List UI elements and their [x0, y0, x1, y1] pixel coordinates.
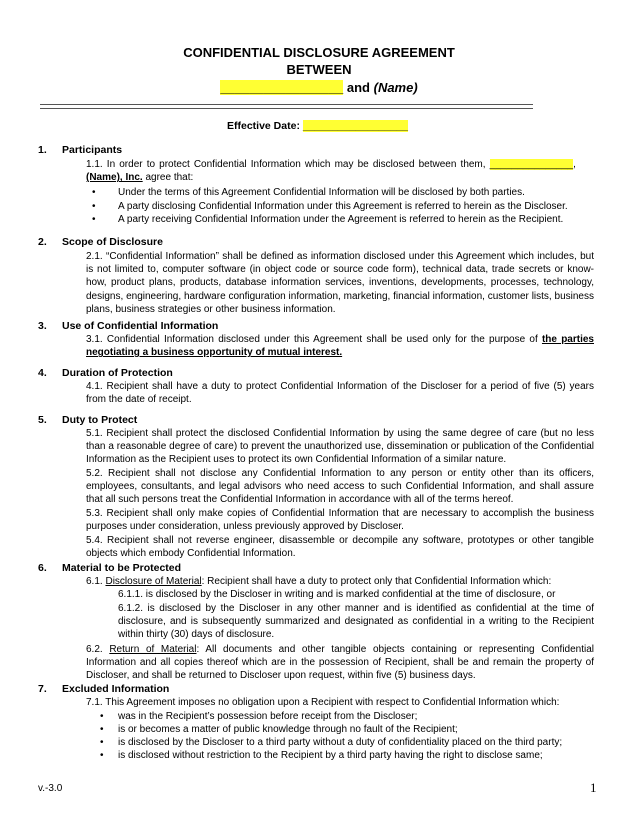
- bullet-icon: •: [100, 737, 104, 748]
- party-blank: _________________: [220, 80, 344, 95]
- bullet-icon: •: [92, 201, 96, 212]
- section-4-heading: [38, 367, 173, 380]
- page-number: 1: [590, 780, 597, 795]
- effective-date: [227, 120, 408, 132]
- clause-text: : All documents and other tangible objects containing or representing Confidential Information and all copies thereof which are in the possession of Recipient, shall be and remain the property of Discloser, and shall be returned to Discloser upon request, within five (5) business days.: [86, 644, 595, 682]
- clause-5-3: 5.3. Recipient shall only make copies of Confidential Information that are necessary to accomplish the business purposes under consideration, unless previously approved by Discloser.: [86, 508, 594, 533]
- clause-5-1: 5.1. Recipient shall protect the disclosed Confidential Information by using the same degree of care (but no less than a reasonable degree of care) to prevent the unauthorized use, dissemination or publication of the Confidential Information as the Recipient uses to protect its own Confidential Information of a similar nature.: [86, 428, 594, 466]
- bullet-icon: •: [100, 711, 104, 722]
- bullet-icon: •: [92, 187, 96, 198]
- section-title: Duration of Protection: [62, 367, 173, 379]
- list-item: [86, 200, 596, 213]
- section-number: 2.: [38, 236, 47, 248]
- clause-number: 6.1.: [86, 576, 103, 587]
- list-item: [86, 186, 596, 199]
- clause-text: agree that:: [145, 172, 194, 184]
- section-2-heading: [38, 236, 163, 249]
- section-title: Use of Confidential Information: [62, 320, 219, 332]
- section-7-heading: [38, 683, 169, 696]
- list-item-text: Under the terms of this Agreement Confidential Information will be disclosed by both parties.: [118, 187, 525, 198]
- section-title: Excluded Information: [62, 683, 170, 695]
- title-rule: [40, 104, 533, 109]
- doc-title: CONFIDENTIAL DISCLOSURE AGREEMENT: [183, 45, 455, 60]
- and-word: and: [346, 80, 370, 95]
- effective-date-label: Effective Date:: [227, 120, 300, 132]
- bullet-icon: •: [100, 750, 104, 761]
- section-number: 7.: [38, 683, 47, 695]
- list-item: [86, 213, 596, 226]
- section-number: 3.: [38, 320, 47, 332]
- clause-underlined: Return of Material: [109, 644, 197, 655]
- list-item-text: is disclosed without restriction to the Recipient by a third party having the right to disclose same;: [118, 750, 543, 761]
- party-blank: _______________: [489, 159, 574, 170]
- clause-number: 6.2.: [86, 644, 103, 655]
- clause-6-1-2: 6.1.2. is disclosed by the Discloser in any other manner and is identified as confidential at the time of disclosure, and is subsequently summarized and designated as confidential in a writing to the Recipient within thirty (30) days of disclosure.: [118, 603, 594, 641]
- list-item: [100, 749, 600, 762]
- clause-text: 1.1. In order to protect Confidential Information which may be disclosed between them,: [86, 159, 486, 170]
- bullet-icon: •: [100, 724, 104, 735]
- list-item: [100, 736, 600, 749]
- doc-title-parties: [0, 79, 638, 96]
- version-label: v.-3.0: [38, 783, 63, 794]
- clause-6-1: [86, 575, 594, 588]
- clause-text: : Recipient shall have a duty to protect only that Confidential Information which:: [201, 576, 552, 587]
- section-title: Material to be Protected: [62, 562, 182, 574]
- section-number: 5.: [38, 414, 47, 426]
- section-number: 6.: [38, 562, 47, 574]
- clause-6-1-1: 6.1.1. is disclosed by the Discloser in writing and is marked confidential at the time of disclosure, or: [118, 589, 556, 600]
- clause-6-2: [86, 643, 594, 683]
- effective-date-blank: __________________: [302, 120, 408, 132]
- clause-text: 3.1. Confidential Information disclosed under this Agreement shall be used only for the purpose of: [86, 334, 538, 345]
- section-5-heading: [38, 414, 137, 427]
- list-item: [100, 723, 600, 736]
- section-number: 4.: [38, 367, 47, 379]
- section-1-heading: [38, 144, 122, 157]
- clause-4-1: 4.1. Recipient shall have a duty to protect Confidential Information of the Discloser for a period of five (5) years from the date of receipt.: [86, 381, 594, 406]
- clause-underlined: Disclosure of Material: [105, 576, 202, 587]
- clause-5-4: 5.4. Recipient shall not reverse engineer, disassemble or decompile any software, prototypes or other tangible objects which embody Confidential Information.: [86, 535, 594, 560]
- comma: ,: [573, 159, 576, 170]
- clause-3-1: [86, 333, 594, 359]
- list-item-text: A party disclosing Confidential Information under this Agreement is referred to herein as the Discloser.: [118, 201, 568, 212]
- doc-title-between: BETWEEN: [286, 62, 352, 77]
- section-3-heading: [38, 320, 218, 333]
- section-6-heading: [38, 562, 181, 575]
- bullet-icon: •: [92, 214, 96, 225]
- section-title: Duty to Protect: [62, 414, 138, 426]
- list-item-text: is disclosed by the Discloser to a third party without a duty of confidentiality placed on the third party;: [118, 737, 563, 748]
- party-name-inc: (Name), Inc.: [86, 172, 143, 184]
- clause-5-2: 5.2. Recipient shall not disclose any Confidential Information to any person or entity other than its officers, employees, consultants, and legal advisors who need access to such Confidential Information, and shall assure that all such persons treat the Confidential Information in accordance with all of the terms hereof.: [86, 468, 594, 506]
- clause-7-1: 7.1. This Agreement imposes no obligation upon a Recipient with respect to Confidential Information which:: [86, 697, 560, 708]
- party-name: (Name): [373, 80, 418, 95]
- list-item-text: A party receiving Confidential Information under the Agreement is referred to herein as the Recipient.: [118, 214, 564, 225]
- list-item: [100, 710, 600, 723]
- clause-2-1: 2.1. “Confidential Information” shall be defined as information disclosed under this Agreement which includes, but is not limited to, computer software (in object code or source code form), technical data, trade secrets or know-how, product plans, products, database information services, inventions, developments, processes, technology, designs, engineering, hardware configuration information, marketing, financial information, customer lists, business plans, business strategies or other business information.: [86, 251, 594, 315]
- section-title: Scope of Disclosure: [62, 236, 163, 248]
- list-item-text: was in the Recipient’s possession before receipt from the Discloser;: [118, 711, 418, 722]
- clause-underlined: the parties negotiating a business opportunity of mutual interest.: [86, 334, 594, 359]
- clause-1-1: [86, 158, 594, 184]
- section-number: 1.: [38, 144, 47, 156]
- list-item-text: is or becomes a matter of public knowledge through no fault of the Recipient;: [118, 724, 458, 735]
- section-title: Participants: [62, 144, 123, 156]
